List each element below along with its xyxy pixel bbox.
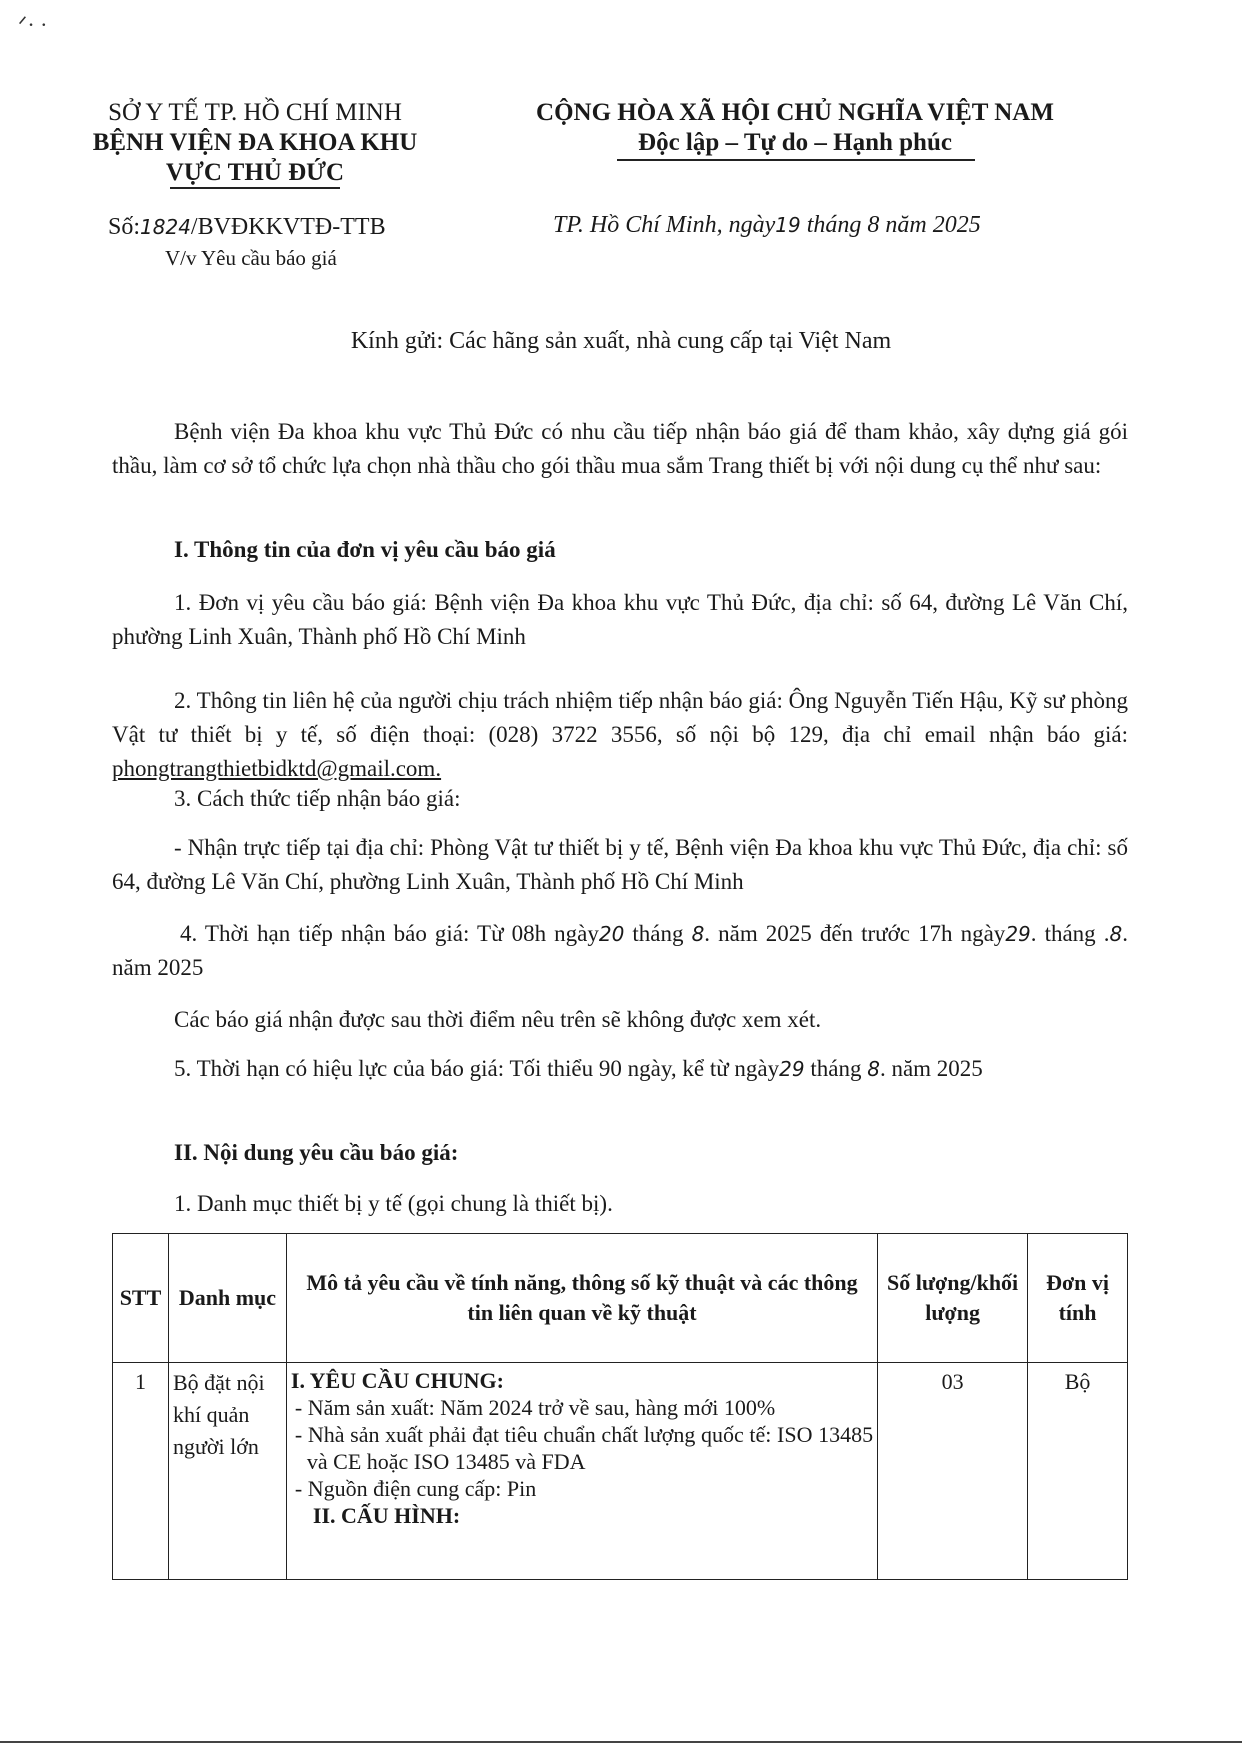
section1-item5: 5. Thời hạn có hiệu lực của báo giá: Tối thiểu 90 ngày, kể từ ngày29 tháng 8. năm 2025 [174,1056,983,1081]
doc-number-handwritten: 1824 [140,215,191,239]
item4-handwritten-month1: 8 [691,922,705,946]
hospital-name-line2: VỰC THỦ ĐỨC [165,159,345,186]
item5-handwritten-day: 29 [779,1057,805,1081]
intro-paragraph: Bệnh viện Đa khoa khu vực Thủ Đức có nhu cầu tiếp nhận báo giá để tham khảo, xây dựng giá gói thầu, làm cơ sở tổ chức lựa chọn nhà thầu cho gói thầu mua sắm Trang thiết bị với nội dung cụ thể như sau: [112,419,1128,478]
cell-name: Bộ đặt nội khí quản người lớn [168,1363,286,1580]
scan-mark: ᐟ· · [18,12,48,37]
salutation: Kính gửi: Các hãng sản xuất, nhà cung cấp tại Việt Nam [350,328,892,354]
spec-item: - Năm sản xuất: Năm 2024 trở về sau, hàng mới 100% [294,1395,776,1420]
deadline-note: Các báo giá nhận được sau thời điểm nêu trên sẽ không được xem xét. [174,1007,822,1032]
cell-unit: Bộ [1028,1363,1128,1580]
item5-handwritten-month: 8 [867,1057,880,1081]
col-header-stt: STT [113,1234,169,1363]
email-link[interactable]: phongtrangthietbidktd@gmail.com. [112,756,442,781]
table-header-row [113,1234,1128,1363]
section1-item4: 4. Thời hạn tiếp nhận báo giá: Từ 08h ngày20 tháng 8. năm 2025 đến trước 17h ngày29. tháng .8. năm 2025 [112,921,1128,980]
spec-item: - Nhà sản xuất phải đạt tiêu chuẩn chất lượng quốc tế: ISO 13485 và CE hoặc ISO 13485 và FDA [294,1422,874,1474]
dept-name: SỞ Y TẾ TP. HỒ CHÍ MINH [108,99,402,126]
equipment-table [112,1233,1128,1580]
motto: Độc lập – Tự do – Hạnh phúc [638,129,952,156]
section1-title: I. Thông tin của đơn vị yêu cầu báo giá [174,537,556,562]
left-header-underline [170,187,340,189]
section2-item1: 1. Danh mục thiết bị y tế (gọi chung là thiết bị). [174,1191,613,1216]
date-line: TP. Hồ Chí Minh, ngày19 tháng 8 năm 2025 [553,212,981,238]
doc-number: Số:1824/BVĐKKVTĐ-TTB [108,214,386,240]
section1-item3: 3. Cách thức tiếp nhận báo giá: [174,786,461,811]
section1-item1: 1. Đơn vị yêu cầu báo giá: Bệnh viện Đa khoa khu vực Thủ Đức, địa chỉ: số 64, đường Lê Văn Chí, phường Linh Xuân, Thành phố Hồ Chí Minh [112,590,1128,649]
doc-subject: V/v Yêu cầu báo giá [165,246,337,270]
scan-edge-line [0,1741,1242,1743]
col-header-unit: Đơn vị tính [1028,1234,1128,1363]
section2-title: II. Nội dung yêu cầu báo giá: [174,1140,459,1165]
spec-title-config: II. CẤU HÌNH: [312,1503,461,1528]
item4-handwritten-day1: 20 [598,922,625,946]
left-header [80,98,430,188]
cell-stt: 1 [113,1363,169,1580]
country-name: CỘNG HÒA XÃ HỘI CHỦ NGHĨA VIỆT NAM [536,99,1054,126]
motto-underline [617,159,975,161]
hospital-name-line1: BỆNH VIỆN ĐA KHOA KHU [92,129,418,156]
date-day-handwritten: 19 [775,213,801,237]
cell-quantity: 03 [878,1363,1028,1580]
item4-handwritten-month2: 8 [1109,922,1123,946]
col-header-quantity: Số lượng/khối lượng [878,1234,1028,1363]
spec-title-general: I. YÊU CẦU CHUNG: [290,1368,504,1393]
spec-item: - Nguồn điện cung cấp: Pin [294,1476,537,1501]
col-header-name: Danh mục [168,1234,286,1363]
section1-item3-detail: - Nhận trực tiếp tại địa chỉ: Phòng Vật tư thiết bị y tế, Bệnh viện Đa khoa khu vực Thủ Đức, địa chỉ: số 64, đường Lê Văn Chí, phường Linh Xuân, Thành phố Hồ Chí Minh [112,835,1128,894]
cell-spec [286,1363,877,1580]
section1-item2: 2. Thông tin liên hệ của người chịu trách nhiệm tiếp nhận báo giá: Ông Nguyễn Tiến Hậu, Kỹ sư phòng Vật tư thiết bị y tế, số điện thoại: (028) 3722 3556, số nội bộ 129, địa chỉ email nhận báo giá: phongtrangthietbidktd@gmail.com. [112,688,1128,781]
right-header [505,98,1085,158]
table-row [113,1363,1128,1580]
item4-handwritten-day2: 29 [1005,922,1031,946]
col-header-spec: Mô tả yêu cầu về tính năng, thông số kỹ thuật và các thông tin liên quan về kỹ thuật [286,1234,877,1363]
